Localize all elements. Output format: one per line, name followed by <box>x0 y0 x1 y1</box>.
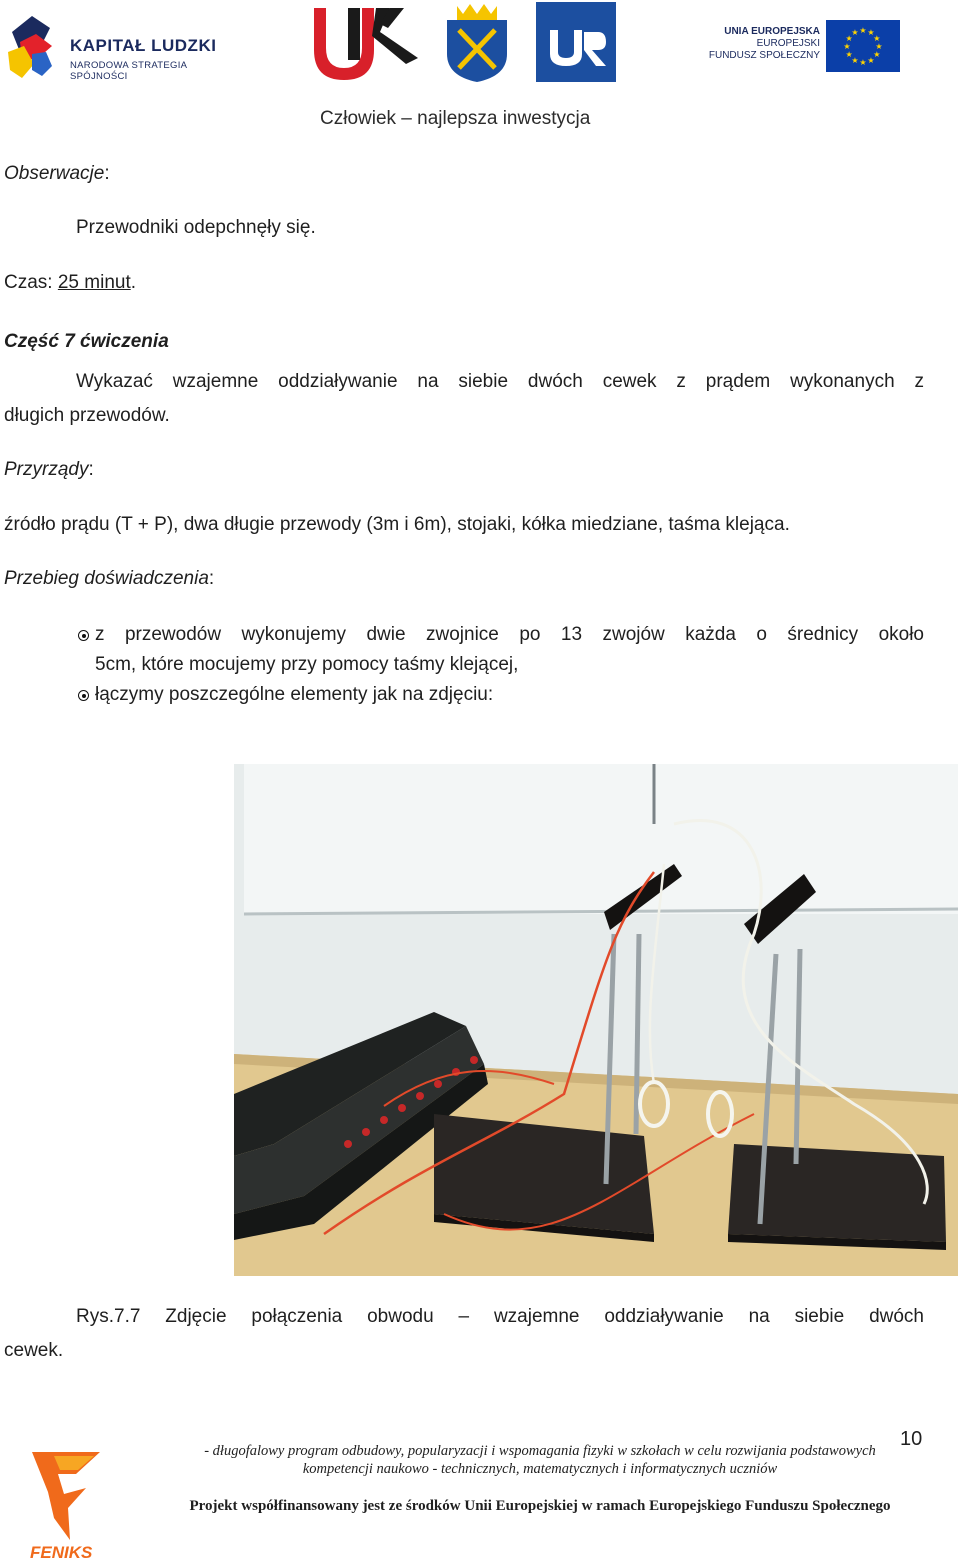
part-text-line-1: Wykazać wzajemne oddziaływanie na siebie dwóch cewek z prądem wykonanych z <box>76 371 924 392</box>
ue-line-3: FUNDUSZ SPOŁECZNY <box>708 50 820 61</box>
feniks-logo <box>24 1448 134 1563</box>
bullet-1-line-2: 5cm, które mocujemy przy pomocy taśmy klejącej, <box>95 654 519 675</box>
ue-line-2: EUROPEJSKI <box>756 38 820 49</box>
ue-line-1: UNIA EUROPEJSKA <box>724 26 820 37</box>
eu-flag-icon <box>826 20 900 72</box>
part-heading: Część 7 ćwiczenia <box>4 331 169 352</box>
observations-heading <box>4 162 110 186</box>
footer-line-2: kompetencji naukowo - technicznych, matematycznych i informatycznych uczniów <box>302 1461 778 1477</box>
bullet-icon <box>78 690 89 701</box>
eu-star-icon: ★ <box>875 42 883 51</box>
eu-star-icon: ★ <box>873 50 881 59</box>
footer-program-text <box>150 1442 930 1478</box>
bullet-icon <box>78 630 89 641</box>
crest-logo <box>443 2 511 82</box>
instruments-colon: : <box>88 459 94 480</box>
observations-colon: : <box>104 163 110 184</box>
eu-star-icon: ★ <box>845 50 853 59</box>
ur-logo <box>536 2 616 82</box>
instruments-heading <box>4 458 94 482</box>
kapital-ludzki-star-icon <box>6 12 66 82</box>
ue-label <box>700 26 820 62</box>
feniks-logo-text: FENIKS <box>30 1543 93 1562</box>
kapital-ludzki-logo <box>6 12 246 82</box>
caption-line-1: Rys.7.7 Zdjęcie połączenia obwodu – wzajemne oddziaływanie na siebie dwóch <box>76 1306 924 1327</box>
eu-star-icon: ★ <box>851 55 859 65</box>
time-line <box>4 271 136 295</box>
eu-star-icon: ★ <box>851 28 859 38</box>
kapital-ludzki-subtitle: NARODOWA STRATEGIA SPÓJNOŚCI <box>70 60 187 82</box>
eu-star-icon: ★ <box>867 55 875 65</box>
footer-funding-text: Projekt współfinansowany jest ze środków Unii Europejskiej w ramach Europejskiego Funduszu Społecznego <box>189 1498 891 1514</box>
page-number: 10 <box>900 1428 923 1450</box>
uj-logo <box>310 2 420 82</box>
instruments-label: Przyrządy <box>4 459 89 480</box>
time-prefix: Czas: <box>4 272 58 293</box>
instruments-text: źródło prądu (T + P), dwa długie przewody (3m i 6m), stojaki, kółka miedziane, taśma klejąca. <box>4 514 790 535</box>
eu-star-icon: ★ <box>843 42 851 51</box>
procedure-colon: : <box>208 568 215 589</box>
observations-label: Obserwacje <box>4 163 105 184</box>
eu-star-icon: ★ <box>859 26 867 35</box>
kapital-ludzki-title: KAPITAŁ LUDZKI <box>70 36 217 55</box>
eu-star-icon: ★ <box>867 28 875 38</box>
time-suffix: . <box>130 272 137 293</box>
procedure-heading <box>4 567 214 591</box>
caption-line-2: cewek. <box>4 1340 64 1361</box>
time-value: 25 minut <box>57 272 131 293</box>
footer-line-1: - długofalowy program odbudowy, popularyzacji i wspomagania fizyki w szkołach w celu rozwijania podstawowych <box>204 1443 876 1459</box>
tagline: Człowiek – najlepsza inwestycja <box>320 108 591 129</box>
observation-text: Przewodniki odepchnęły się. <box>76 217 316 238</box>
procedure-label: Przebieg doświadczenia <box>4 568 209 589</box>
bullet-1-line-1: z przewodów wykonujemy dwie zwojnice po 13 zwojów każda o średnicy około <box>95 624 924 645</box>
eu-star-icon: ★ <box>845 34 853 43</box>
eu-star-icon: ★ <box>859 58 867 67</box>
bullet-2-line-1: łączymy poszczególne elementy jak na zdjęciu: <box>95 684 494 705</box>
part-text-line-2: długich przewodów. <box>4 405 170 426</box>
eu-star-icon: ★ <box>873 34 881 43</box>
experiment-photo <box>234 764 958 1276</box>
